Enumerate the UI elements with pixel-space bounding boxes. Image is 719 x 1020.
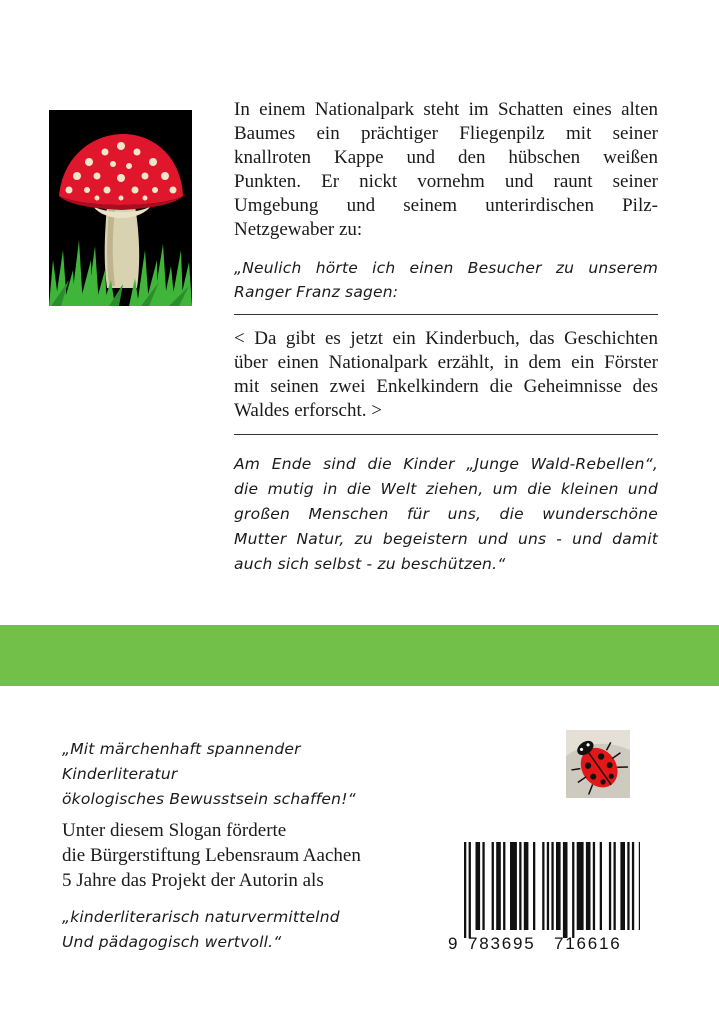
intro-line: knallroten Kappe und den hübschen weißen	[234, 147, 658, 168]
barcode-bar	[547, 842, 549, 930]
barcode-bar	[476, 842, 481, 930]
barcode-bar	[496, 842, 501, 930]
barcode-digits-left: 783695	[468, 934, 536, 953]
barcode-bar	[609, 842, 611, 930]
barcode-bar	[510, 842, 517, 930]
intro-line: Punkten. Er nickt vornehm und raunt seiner	[234, 171, 658, 192]
barcode	[448, 842, 640, 960]
intro-line: Baumes ein prächtiger Fliegenpilz mit seiner	[234, 123, 658, 144]
funding-line: die Bürgerstiftung Lebensraum Aachen	[62, 845, 361, 866]
ending-line: großen Menschen für uns, die wunderschöne	[234, 505, 658, 523]
mushroom-icon	[49, 110, 192, 306]
closing-line: „kinderliterarisch naturvermittelnd	[62, 908, 340, 926]
mushroom-illustration	[49, 110, 192, 306]
barcode-bar	[639, 842, 640, 930]
inner-quote-line: Waldes erforscht. >	[234, 400, 382, 421]
divider-rule	[234, 314, 658, 315]
intro-paragraph	[234, 98, 658, 242]
ladybug-icon	[566, 730, 630, 798]
barcode-bar	[620, 842, 625, 930]
inner-quote	[234, 327, 658, 423]
barcode-bar	[503, 842, 505, 930]
barcode-bar	[577, 842, 584, 930]
barcode-bar	[627, 842, 629, 930]
slogan-line: Kinderliteratur	[62, 765, 178, 783]
barcode-bar	[551, 842, 553, 930]
barcode-bar	[556, 842, 561, 930]
ending-line: Mutter Natur, zu begeistern und uns - und damit	[234, 530, 658, 548]
closing-line: Und pädagogisch wertvoll.“	[62, 933, 282, 951]
inner-quote-line: < Da gibt es jetzt ein Kinderbuch, das Geschichten	[234, 328, 658, 349]
barcode-bar	[533, 842, 535, 930]
barcode-bar	[524, 842, 529, 930]
slogan-line: ökologisches Bewusstsein schaffen!“	[62, 790, 356, 808]
divider-rule	[234, 434, 658, 435]
barcode-bar	[586, 842, 591, 930]
barcode-bar	[600, 842, 602, 930]
barcode-bar	[469, 842, 471, 938]
intro-line: In einem Nationalpark steht im Schatten eines alten	[234, 99, 658, 120]
barcode-bars	[448, 842, 640, 938]
quote-intro-line: Ranger Franz sagen:	[234, 283, 399, 301]
funding-text	[62, 818, 422, 893]
closing-quote	[62, 905, 422, 955]
barcode-bar	[519, 842, 521, 930]
barcode-bar	[464, 842, 466, 938]
quote-intro	[234, 256, 658, 304]
barcode-bar	[572, 842, 574, 938]
intro-line: Umgebung und seinem unterirdischen Pilz-	[234, 195, 658, 216]
ending-line: auch sich selbst - zu beschützen.“	[234, 555, 506, 573]
inner-quote-line: über einen Nationalpark erzählt, in dem ein Förster	[234, 352, 658, 373]
ending-paragraph	[234, 452, 658, 577]
green-band	[0, 625, 719, 686]
intro-line: Netzgewaber zu:	[234, 219, 363, 240]
quote-intro-line: „Neulich hörte ich einen Besucher zu unserem	[234, 259, 658, 277]
barcode-digits-right: 716616	[554, 934, 622, 953]
ladybug-illustration	[566, 730, 630, 798]
barcode-bar	[563, 842, 568, 938]
barcode-bar	[492, 842, 494, 930]
funding-line: 5 Jahre das Projekt der Autorin als	[62, 870, 324, 891]
slogan	[62, 737, 422, 812]
barcode-digit-prefix: 9	[448, 934, 458, 953]
barcode-bar	[593, 842, 595, 930]
barcode-bar	[542, 842, 544, 930]
barcode-bar	[482, 842, 484, 930]
inner-quote-line: mit seinen zwei Enkelkindern die Geheimnisse des	[234, 376, 658, 397]
barcode-bar	[614, 842, 616, 930]
slogan-line: „Mit märchenhaft spannender	[62, 740, 301, 758]
ending-line: die mutig in die Welt ziehen, um die kleinen und	[234, 480, 658, 498]
ending-line: Am Ende sind die Kinder „Junge Wald-Rebellen“,	[234, 455, 658, 473]
barcode-bar	[632, 842, 634, 930]
funding-line: Unter diesem Slogan förderte	[62, 820, 287, 841]
